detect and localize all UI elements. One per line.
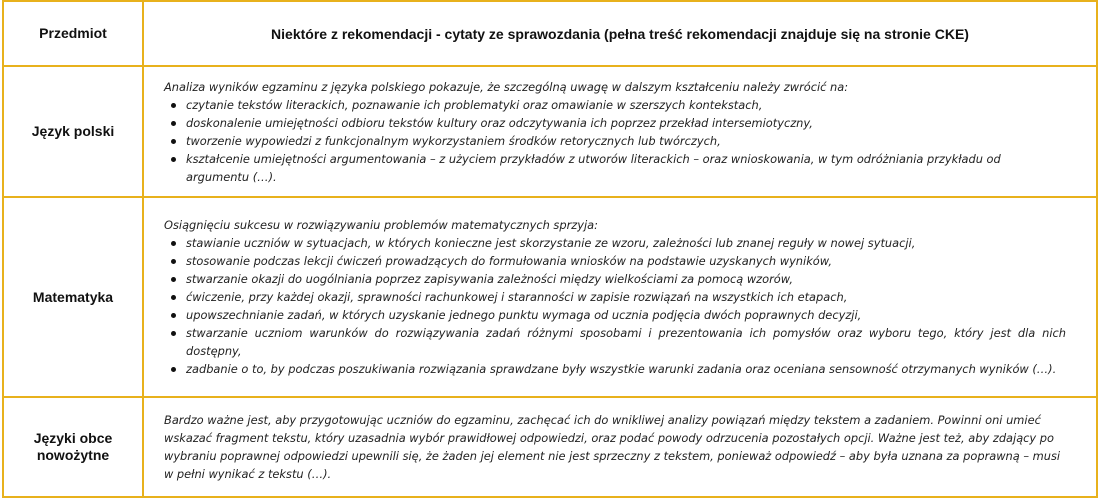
math-intro: Osiągnięciu sukcesu w rozwiązywaniu problemów matematycznych sprzyja: [164, 218, 598, 232]
table-header-row [4, 2, 1096, 67]
math-list [164, 234, 1066, 378]
list-item: stwarzanie okazji do uogólniania poprzez zapisywania zależności między wielkościami za pomocą wzorów, [186, 270, 1066, 288]
list-item: tworzenie wypowiedzi z funkcjonalnym wykorzystaniem środków retorycznych lub twórczych, [186, 132, 1066, 150]
list-item: stawianie uczniów w sytuacjach, w których konieczne jest skorzystanie ze wzoru, zależności lub znanej reguły w nowej sytuacji, [186, 234, 1066, 252]
list-item: stwarzanie uczniom warunków do rozwiązywania zadań różnymi sposobami i prezentowania ich pomysłów oraz wyboru tego, który jest dla nich dostępny, [186, 326, 1066, 358]
polish-recommendations [144, 67, 1096, 196]
table-row-math [4, 198, 1096, 398]
math-recommendations [144, 198, 1096, 396]
list-item: ćwiczenie, przy każdej okazji, sprawności rachunkowej i staranności w zapisie rozwiązań na wszystkich ich etapach, [186, 288, 1066, 306]
table-row-polish [4, 67, 1096, 198]
recommendations-table [2, 0, 1098, 498]
header-subject: Przedmiot [4, 2, 144, 65]
list-item: kształcenie umiejętności argumentowania – z użyciem przykładów z utworów literackich – oraz wnioskowania, w tym odróżniania przykładu od argumentu (…). [186, 150, 1066, 186]
languages-text: Bardzo ważne jest, aby przygotowując uczniów do egzaminu, zachęcać ich do wnikliwej analizy powiązań między tekstem a zadaniem. Powinni oni umieć wskazać fragment tekstu, który uzasadnia wybór prawidłowej odpowiedzi, oraz podać powody odrzucenia pozostałych opcji. Ważne jest też, aby zdający po wybraniu poprawnej odpowiedzi upewnili się, że żaden jej element nie jest sprzeczny z tekstem, ponieważ odpowiedź – aby była uznana za poprawną – musi w pełni wynikać z tekstu (…). [164, 413, 1061, 481]
list-item: stosowanie podczas lekcji ćwiczeń prowadzących do formułowania wniosków na podstawie uzyskanych wyników, [186, 252, 1066, 270]
polish-intro: Analiza wyników egzaminu z języka polskiego pokazuje, że szczególną uwagę w dalszym kształceniu należy zwrócić na: [164, 79, 849, 94]
subject-polish: Język polski [4, 67, 144, 196]
polish-list [164, 96, 1066, 186]
table-row-languages [4, 398, 1096, 496]
header-recommendations: Niektóre z rekomendacji - cytaty ze sprawozdania (pełna treść rekomendacji znajduje się na stronie CKE) [271, 25, 969, 42]
list-item: czytanie tekstów literackich, poznawanie ich problematyki oraz omawianie w szerszych kontekstach, [186, 96, 1066, 114]
list-item: doskonalenie umiejętności odbioru tekstów kultury oraz odczytywania ich poprzez przekład intersemiotyczny, [186, 114, 1066, 132]
list-item: upowszechnianie zadań, w których uzyskanie jednego punktu wymaga od ucznia podjęcia dwóch poprawnych decyzji, [186, 306, 1066, 324]
languages-recommendations [144, 398, 1096, 496]
list-item: zadbanie o to, by podczas poszukiwania rozwiązania sprawdzane były wszystkie warunki zadania oraz oceniana sensowność otrzymanych wyników (…). [186, 360, 1066, 378]
subject-math: Matematyka [4, 198, 144, 396]
subject-languages: Języki obce nowożytne [4, 398, 144, 496]
